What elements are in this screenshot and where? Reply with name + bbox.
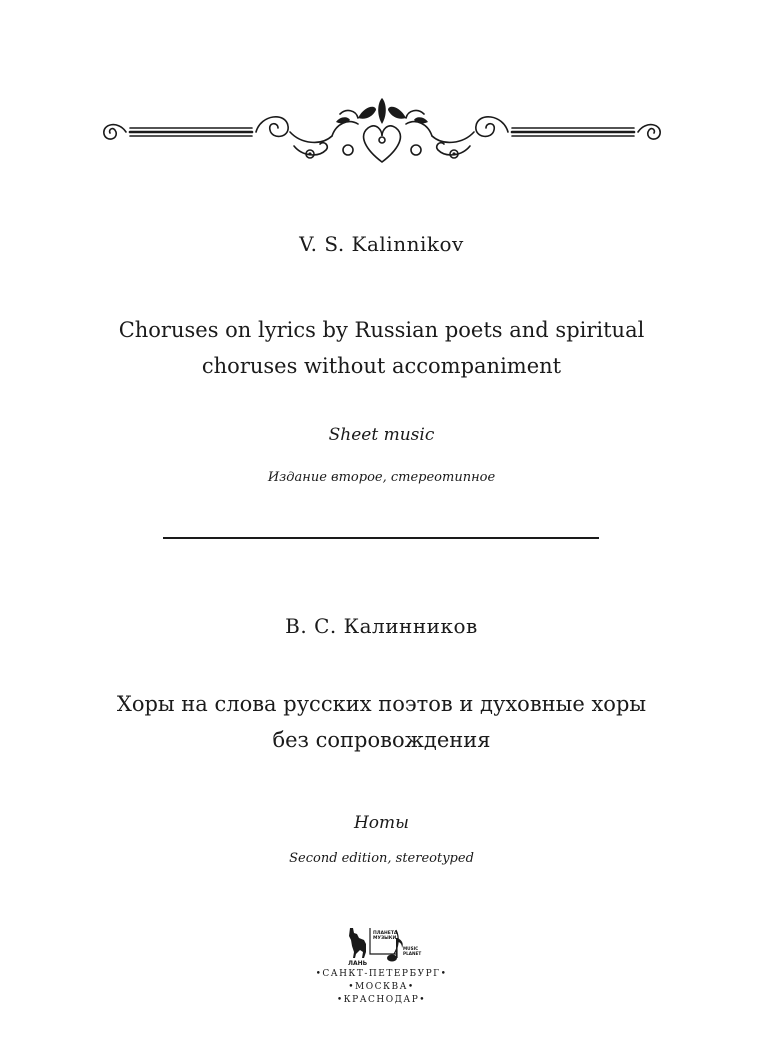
publisher-city-3: •КРАСНОДАР•	[336, 995, 427, 1005]
title-english-line2: choruses without accompaniment	[201, 354, 562, 378]
decorative-ornament	[96, 96, 668, 168]
subtitle-english: Sheet music	[328, 425, 435, 445]
logo-brand: ЛАНЬ	[348, 960, 368, 966]
divider-line	[163, 537, 599, 539]
author-name-english: V. S. Kalinnikov	[299, 232, 464, 256]
logo-planet-line2: МУЗЫКИ	[373, 936, 397, 941]
title-russian	[0, 686, 763, 758]
publisher-city-1: •САНКТ-ПЕТЕРБУРГ•	[315, 969, 448, 979]
publisher-logo	[340, 924, 422, 966]
title-english-line1: Choruses on lyrics by Russian poets and spiritual	[118, 318, 645, 342]
logo-planet-line1: ПЛАНЕТА	[373, 931, 398, 936]
publisher-city-2: •МОСКВА•	[348, 982, 415, 992]
title-english	[0, 312, 763, 384]
logo-music-line2: PLANET	[403, 951, 422, 956]
author-name-russian: В. С. Калинников	[285, 614, 478, 638]
edition-note-english-block: Издание второе, стереотипное	[267, 470, 496, 485]
subtitle-russian: Ноты	[353, 813, 410, 833]
title-russian-line2: без сопровождения	[272, 728, 491, 752]
edition-note-russian-block: Second edition, stereotyped	[289, 851, 474, 866]
title-russian-line1: Хоры на слова русских поэтов и духовные хоры	[116, 692, 647, 716]
publisher-cities	[0, 968, 763, 1007]
logo-music-line1: MUSIC	[403, 946, 419, 951]
